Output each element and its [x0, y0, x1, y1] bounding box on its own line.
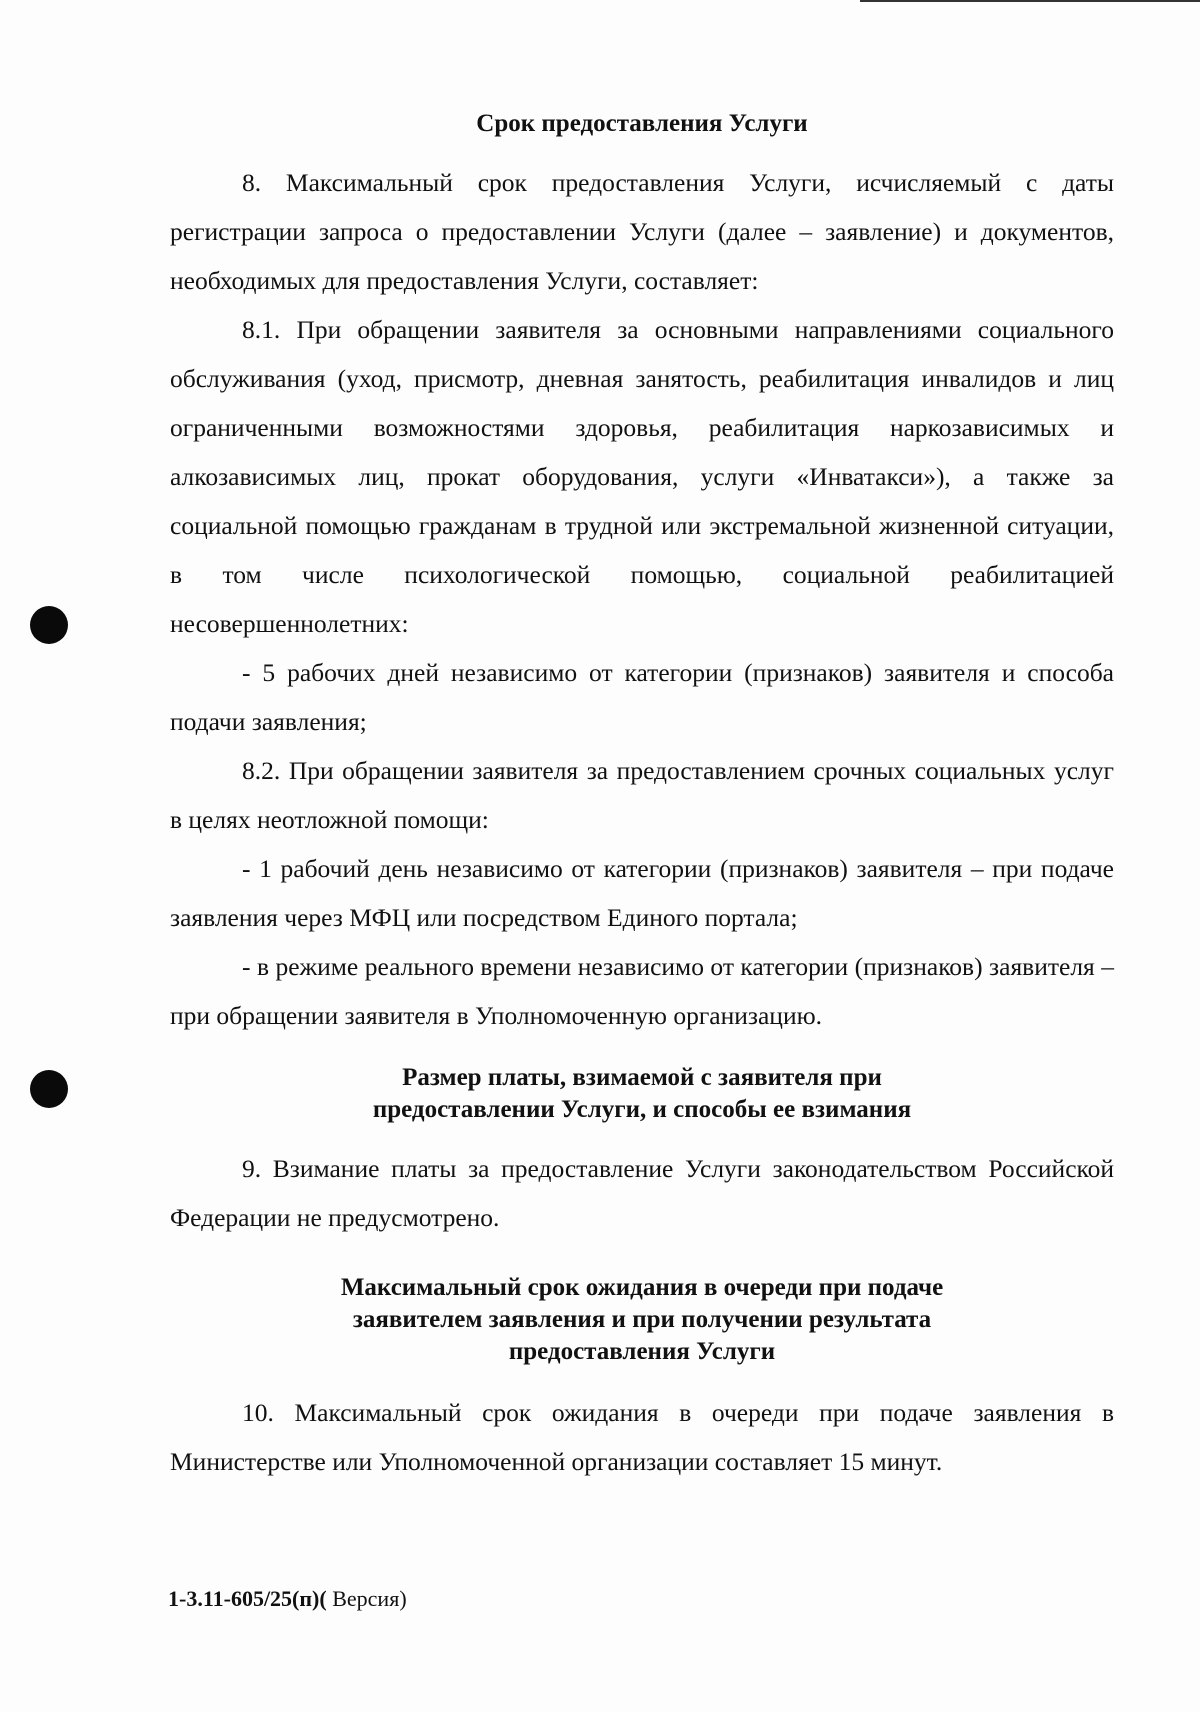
paragraph-8-2-item-2: - в режиме реального времени независимо от категории (признаков) заявителя – при обращении заявителя в Уполномоченную организацию. — [170, 952, 1114, 1030]
paragraph-10: 10. Максимальный срок ожидания в очереди при подаче заявления в Министерстве или Уполномоченной организации составляет 15 минут. — [170, 1398, 1114, 1476]
footer-doc-number: 1-3.11-605/25(п)( — [168, 1586, 327, 1611]
scan-top-edge-line — [860, 0, 1200, 2]
paragraph-8-2: 8.2. При обращении заявителя за предоставлением срочных социальных услуг в целях неотложной помощи: — [170, 756, 1114, 834]
heading-queue-line-1: Максимальный срок ожидания в очереди при подаче — [340, 1274, 944, 1301]
section-heading-term: Срок предоставления Услуги — [476, 110, 808, 137]
document-body — [170, 108, 1114, 1486]
heading-fee-line-2: предоставлении Услуги, и способы ее взимания — [372, 1096, 912, 1123]
section-heading-fee — [170, 1062, 1114, 1126]
document-footer-code — [168, 1586, 407, 1612]
paragraph-9: 9. Взимание платы за предоставление Услуги законодательством Российской Федерации не предусмотрено. — [170, 1154, 1114, 1232]
punch-hole-top — [30, 606, 68, 644]
heading-queue-line-2: заявителем заявления и при получении результата — [352, 1306, 932, 1333]
paragraph-8: 8. Максимальный срок предоставления Услуги, исчисляемый с даты регистрации запроса о предоставлении Услуги (далее – заявление) и документов, необходимых для предоставления Услуги, составляет: — [170, 168, 1114, 295]
paragraph-8-1-item: - 5 рабочих дней независимо от категории (признаков) заявителя и способа подачи заявления; — [170, 658, 1114, 736]
paragraph-8-1: 8.1. При обращении заявителя за основными направлениями социального обслуживания (уход, присмотр, дневная занятость, реабилитация инвалидов и лиц ограниченными возможностями здоровья, реабилитация наркозависимых и алкозависимых лиц, прокат оборудования, услуги «Инватакси»), а также за социальной помощью гражданам в трудной или экстремальной жизненной ситуации, в том числе психологической помощью, социальной реабилитацией несовершеннолетних: — [170, 315, 1114, 638]
paragraph-8-2-item-1: - 1 рабочий день независимо от категории (признаков) заявителя – при подаче заявления через МФЦ или посредством Единого портала; — [170, 854, 1114, 932]
heading-fee-line-1: Размер платы, взимаемой с заявителя при — [402, 1064, 882, 1091]
section-heading-queue — [170, 1272, 1114, 1368]
heading-queue-line-3: предоставления Услуги — [508, 1338, 776, 1365]
footer-version: Версия) — [326, 1586, 407, 1611]
punch-hole-bottom — [30, 1070, 68, 1108]
